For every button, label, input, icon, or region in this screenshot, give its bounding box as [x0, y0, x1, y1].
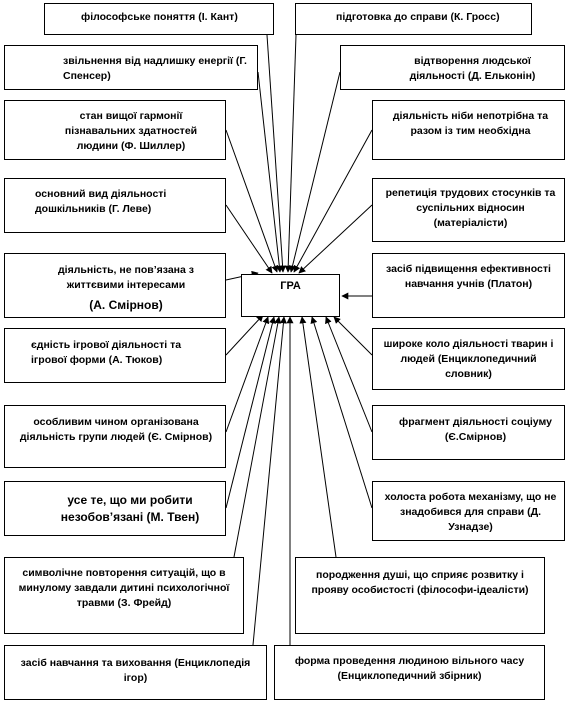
definition-encyclopedic-collection: форма проведення людиною вільного часу (Енциклопедичний збірник) — [274, 645, 545, 700]
definition-encyclopedia-games: засіб навчання та виховання (Енциклопедія ігор) — [4, 645, 267, 700]
center-label: ГРА — [280, 280, 301, 292]
definition-tyukov: єдність ігрової діяльності та ігрової форми (А. Тюков) — [4, 328, 226, 383]
arrow-tyukov — [226, 315, 263, 355]
definition-smirnov-a: діяльність, не пов’язана з життєвими інтересами (А. Смірнов) — [4, 253, 226, 318]
definition-freud: символічне повторення ситуацій, що в минулому завдали дитині психологічної травми (З. Фрейд) — [4, 557, 244, 634]
arrow-encyclopedia-games — [253, 317, 284, 645]
definition-elkonin: відтворення людської діяльності (Д. Ельконін) — [340, 45, 565, 90]
definition-gross: підготовка до справи (К. Гросс) — [295, 3, 532, 35]
definition-smirnov-society: фрагмент діяльності соціуму (Є.Смірнов) — [372, 405, 565, 460]
connector-arrows — [226, 35, 372, 645]
center-node-game — [241, 274, 340, 317]
definition-materialists: репетиція трудових стосунків та суспільних відносин (матеріалісти) — [372, 178, 565, 242]
arrow-gross — [288, 35, 296, 272]
definition-idealists: породження душі, що сприяє розвитку і прояву особистості (філософи-ідеалісти) — [295, 557, 545, 634]
arrow-materialists — [299, 205, 372, 273]
definition-smirnov-e: особливим чином організована діяльність групи людей (Є. Смірнов) — [4, 405, 226, 468]
definition-schiller: стан вищої гармонії пізнавальних здатностей людини (Ф. Шиллер) — [4, 100, 226, 160]
arrow-smirnov-society — [326, 317, 372, 432]
arrow-dictionary — [334, 317, 372, 355]
definition-not-needed: діяльність ніби непотрібна та разом із тим необхідна — [372, 100, 565, 160]
arrow-smirnov-e — [226, 317, 268, 432]
definition-spencer: звільнення від надлишку енергії (Г. Спенсер) — [4, 45, 258, 90]
definition-twain: усе те, що ми робити незобов’язані (М. Твен) — [4, 481, 226, 536]
definition-uznadze: холоста робота механізму, що не знадобився для справи (Д. Узнадзе) — [372, 481, 565, 541]
definition-plato: засіб підвищення ефективності навчання учнів (Платон) — [372, 253, 565, 318]
arrow-idealists — [302, 317, 336, 557]
definition-kant: філософське поняття (І. Кант) — [44, 3, 274, 35]
arrow-schiller — [226, 130, 277, 272]
definition-leve: основний вид діяльності дошкільників (Г. Леве) — [4, 178, 226, 233]
arrow-kant — [267, 35, 283, 272]
arrow-not-needed — [294, 130, 372, 272]
definition-dictionary: широке коло діяльності тварин і людей (Енциклопедичний словник) — [372, 328, 565, 390]
